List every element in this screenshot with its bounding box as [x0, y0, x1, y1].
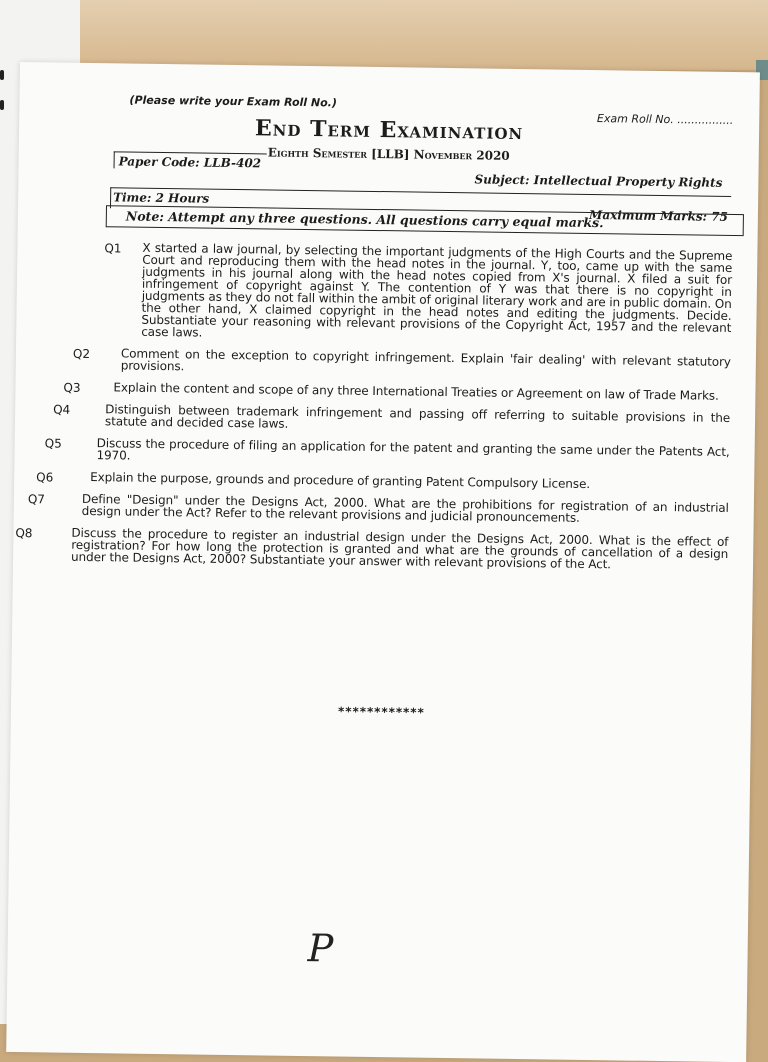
max-marks: Maximum Marks: 75 [588, 207, 729, 224]
exam-title: End Term Examination [254, 115, 524, 146]
question-3 [63, 380, 730, 403]
roll-no-field: Exam Roll No. ................ [596, 112, 734, 127]
roll-note: (Please write your Exam Roll No.) [129, 93, 338, 110]
question-text: X started a law journal, by selecting the important judgments of the High Courts and the Supreme Court and reproducing them with the head notes in the journal. Y, too, came up with the same judgments in his journal along with the head notes copied from X's journal. X filed a suit for infringement of copyright against Y. The contention of Y was that there is no copyright in judgments as they do not fall within the ambit of original literary work and are in public domain. On the other hand, X claimed copyright in the head notes and editing the judgments. Decide. Substantiate your reasoning with relevant provisions of the Copyright Act, 1957 and the relevant case laws. [141, 240, 733, 340]
question-number: Q8 [15, 525, 33, 541]
instructions-note: Note: Attempt any three questions. All questions carry equal marks. [125, 208, 604, 231]
question-number: Q2 [72, 346, 91, 362]
question-text: Discuss the procedure to register an industrial design under the Designs Act, 2000. What is the effect of registration? For how long the protection is granted and what are the grounds of cancellation of a design under the Designs Act, 2000? Substantiate your answer with relevant provisions of the Act. [70, 525, 729, 572]
question-text: Explain the purpose, grounds and procedure of granting Patent Compulsory License. [90, 470, 591, 491]
question-number: Q6 [36, 470, 54, 485]
question-text: Define "Design" under the Designs Act, 2000. What are the prohibitions for registration of an industrial design under the Act? Refer to the relevant provisions and judicial pronouncements. [81, 491, 729, 525]
question-7 [27, 491, 729, 526]
question-2 [72, 346, 731, 380]
question-number: Q4 [53, 402, 71, 417]
question-text: Distinguish between trademark infringement and passing off referring to suitable provisions in the statute and decided case laws. [104, 402, 731, 431]
question-8 [15, 525, 729, 572]
question-number: Q5 [44, 436, 62, 451]
edge-marks [0, 70, 10, 110]
question-6 [36, 470, 729, 492]
question-5 [44, 436, 730, 470]
question-text: Discuss the procedure of filing an application for the patent and granting the same under the Patents Act, 1970. [96, 436, 730, 463]
question-number: Q7 [27, 492, 46, 507]
paper-code: Paper Code: LLB-402 [114, 151, 268, 170]
handwritten-mark: P [307, 926, 334, 971]
semester-line: Eighth Semester [LLB] November 2020 [267, 145, 510, 163]
desk-background [0, 0, 768, 70]
time: Time: 2 Hours [113, 190, 210, 206]
question-list [13, 240, 758, 582]
question-number: Q1 [104, 241, 122, 256]
question-4 [53, 402, 731, 436]
question-1 [104, 240, 733, 346]
question-text: Explain the content and scope of any three International Treaties or Agreement on law of Trade Marks. [113, 380, 719, 403]
question-number: Q3 [63, 380, 81, 395]
question-text: Comment on the exception to copyright infringement. Explain 'fair dealing' with relevant statutory provisions. [120, 346, 731, 374]
end-stars: ************ [337, 704, 425, 720]
exam-paper [6, 62, 760, 1062]
subject: Subject: Intellectual Property Rights [474, 172, 723, 190]
